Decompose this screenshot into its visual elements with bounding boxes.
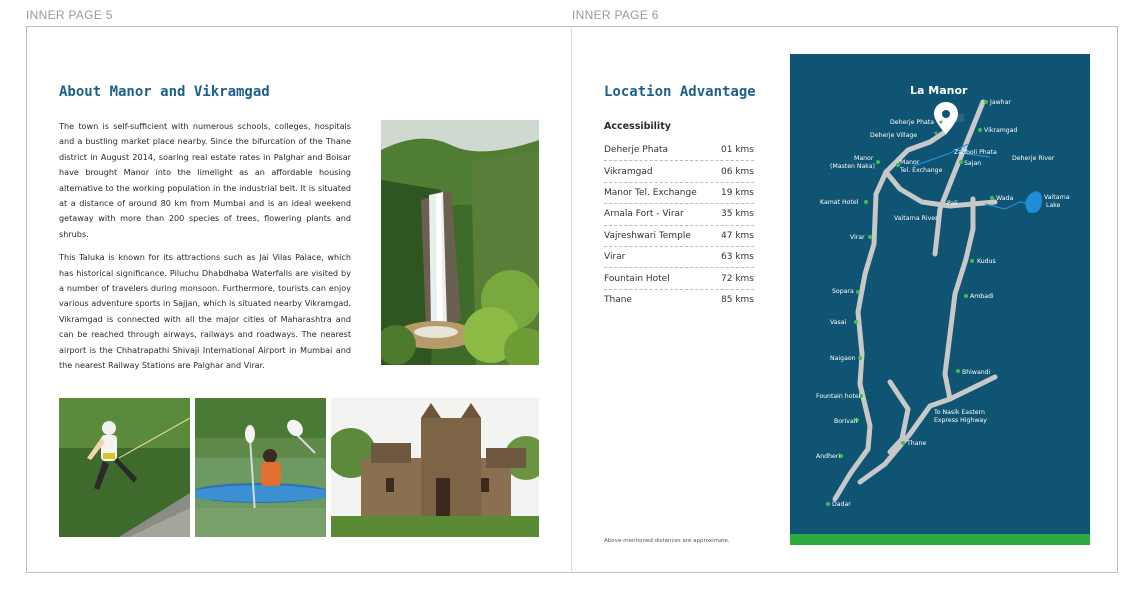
manor-location-pin-icon (934, 102, 958, 134)
map-label-manor-exchange-sub: Tel. Exchange (900, 167, 943, 174)
distance-place: Arnala Fort - Virar (604, 209, 684, 220)
about-paragraph-1: The town is self-sufficient with numerous schools, colleges, hospitals and a bustling market place nearby. Since the bifurcation of the Thane district in August 2014, soaring real estate rates in Palghar and Boisar have brought Manor into the limelight as an affordable housing alternative to the working population in the industrial belt. It is situated at a distance of around 80 km from Mumbai and is an ideal weekend getaway with more than 200 species of trees, flowering plants and shrubs. (59, 121, 351, 239)
map-label-thane: Thane (907, 440, 927, 447)
map-label-andheri: Andheri (816, 453, 841, 460)
rappelling-photo (59, 398, 190, 537)
map-label-virar: Virar (850, 234, 865, 241)
distance-value: 72 kms (721, 273, 754, 284)
map-label-vasai: Vasai (830, 319, 847, 326)
map-label-fountain-hotel: Fountain hotel (816, 393, 861, 400)
map-label-manor-exchange: Manor (900, 159, 920, 166)
map-label-nasik-highway-sub: Express Highway (934, 417, 987, 424)
kayaking-photo (195, 398, 326, 537)
map-label-borivali: Borivali (834, 418, 858, 425)
map-bottom-stripe (790, 534, 1090, 545)
distance-value: 06 kms (721, 166, 754, 177)
distance-row (604, 226, 754, 247)
map-label-manor-naka: Manor (854, 155, 874, 162)
map-label-nasik-highway: To Nasik Eastern (934, 409, 985, 416)
map-label-zadboli-phata: Zadboli Phata (954, 149, 997, 156)
distance-value: 19 kms (721, 187, 754, 198)
map-label-kamat-hotel: Kamat Hotel (820, 199, 859, 206)
map-logo: La Manor (910, 84, 968, 97)
map-label-naigaon: Naigaon (830, 355, 856, 362)
about-paragraph-2: This Taluka is known for its attractions such as Jai Vilas Palace, which has historical significance. Piluchu Dhabdhaba Waterfalls are visited by a number of travelers during monsoon. Furthermore, tourists can enjoy various adventure sports in Sajjan, which is situated nearby Vikramgad. Vikramgad is connected with all the major cities of Maharashtra and can be reached through airways, railways and roadways. The nearest airport is the Chhatrapathi Shivaji International Airport in Mumbai and the nearest Railway Stations are Palghar and Virar. (59, 252, 351, 371)
about-body (59, 119, 351, 374)
distance-place: Manor Tel. Exchange (604, 187, 697, 198)
map-label-vaitarna-river: Vaitarna River (894, 215, 938, 222)
distance-place: Virar (604, 252, 626, 263)
distance-value: 63 kms (721, 252, 754, 263)
distance-row (604, 204, 754, 225)
location-map (790, 54, 1090, 544)
distance-row (604, 183, 754, 204)
distance-row (604, 290, 754, 311)
map-label-wada: Wada (996, 195, 1014, 202)
location-heading: Location Advantage (604, 84, 756, 100)
distance-place: Fountain Hotel (604, 273, 670, 284)
distance-footnote: Above-mentioned distances are approximate. (604, 538, 730, 544)
map-label-manor-naka-sub: (Masten Naka) (830, 163, 875, 170)
map-label-vaitarna-lake-sub: Lake (1046, 202, 1061, 209)
accessibility-title: Accessibility (604, 121, 671, 132)
palace-photo (331, 398, 539, 537)
map-label-deherje-river: Deherje River (1012, 155, 1055, 162)
distance-place: Vajreshwari Temple (604, 230, 691, 241)
page-gutter (571, 26, 572, 573)
map-label-pali: Pali (947, 200, 958, 207)
distance-list (604, 140, 754, 311)
page-tag-right: INNER PAGE 6 (572, 8, 659, 22)
distance-row (604, 140, 754, 161)
vaitarna-lake-shape (1025, 191, 1042, 213)
distance-row (604, 247, 754, 268)
map-label-vikramgad: Vikramgad (984, 127, 1018, 134)
map-label-ambadi: Ambadi (970, 293, 994, 300)
map-label-kudus: Kudus (977, 258, 996, 265)
page-tag-left: INNER PAGE 5 (26, 8, 113, 22)
map-label-sopara: Sopara (832, 288, 854, 295)
waterfall-photo (381, 120, 539, 365)
map-label-deherje-phata: Deherje Phata (890, 119, 934, 126)
distance-place: Thane (604, 295, 632, 306)
distance-row (604, 268, 754, 289)
map-label-sajan: Sajan (964, 160, 982, 167)
distance-value: 85 kms (721, 295, 754, 306)
about-heading: About Manor and Vikramgad (59, 84, 270, 100)
map-label-deherje-village: Deherje Village (870, 132, 918, 139)
map-label-jawhar: Jawhar (990, 99, 1011, 106)
distance-place: Vikramgad (604, 166, 653, 177)
distance-row (604, 161, 754, 182)
map-label-bhiwandi: Bhiwandi (962, 369, 991, 376)
distance-value: 47 kms (721, 230, 754, 241)
distance-place: Deherje Phata (604, 145, 668, 156)
distance-value: 01 kms (721, 145, 754, 156)
map-label-vaitarna-lake: Vaitarna (1044, 194, 1070, 201)
distance-value: 35 kms (721, 209, 754, 220)
map-label-dadar: Dadar (832, 501, 851, 508)
